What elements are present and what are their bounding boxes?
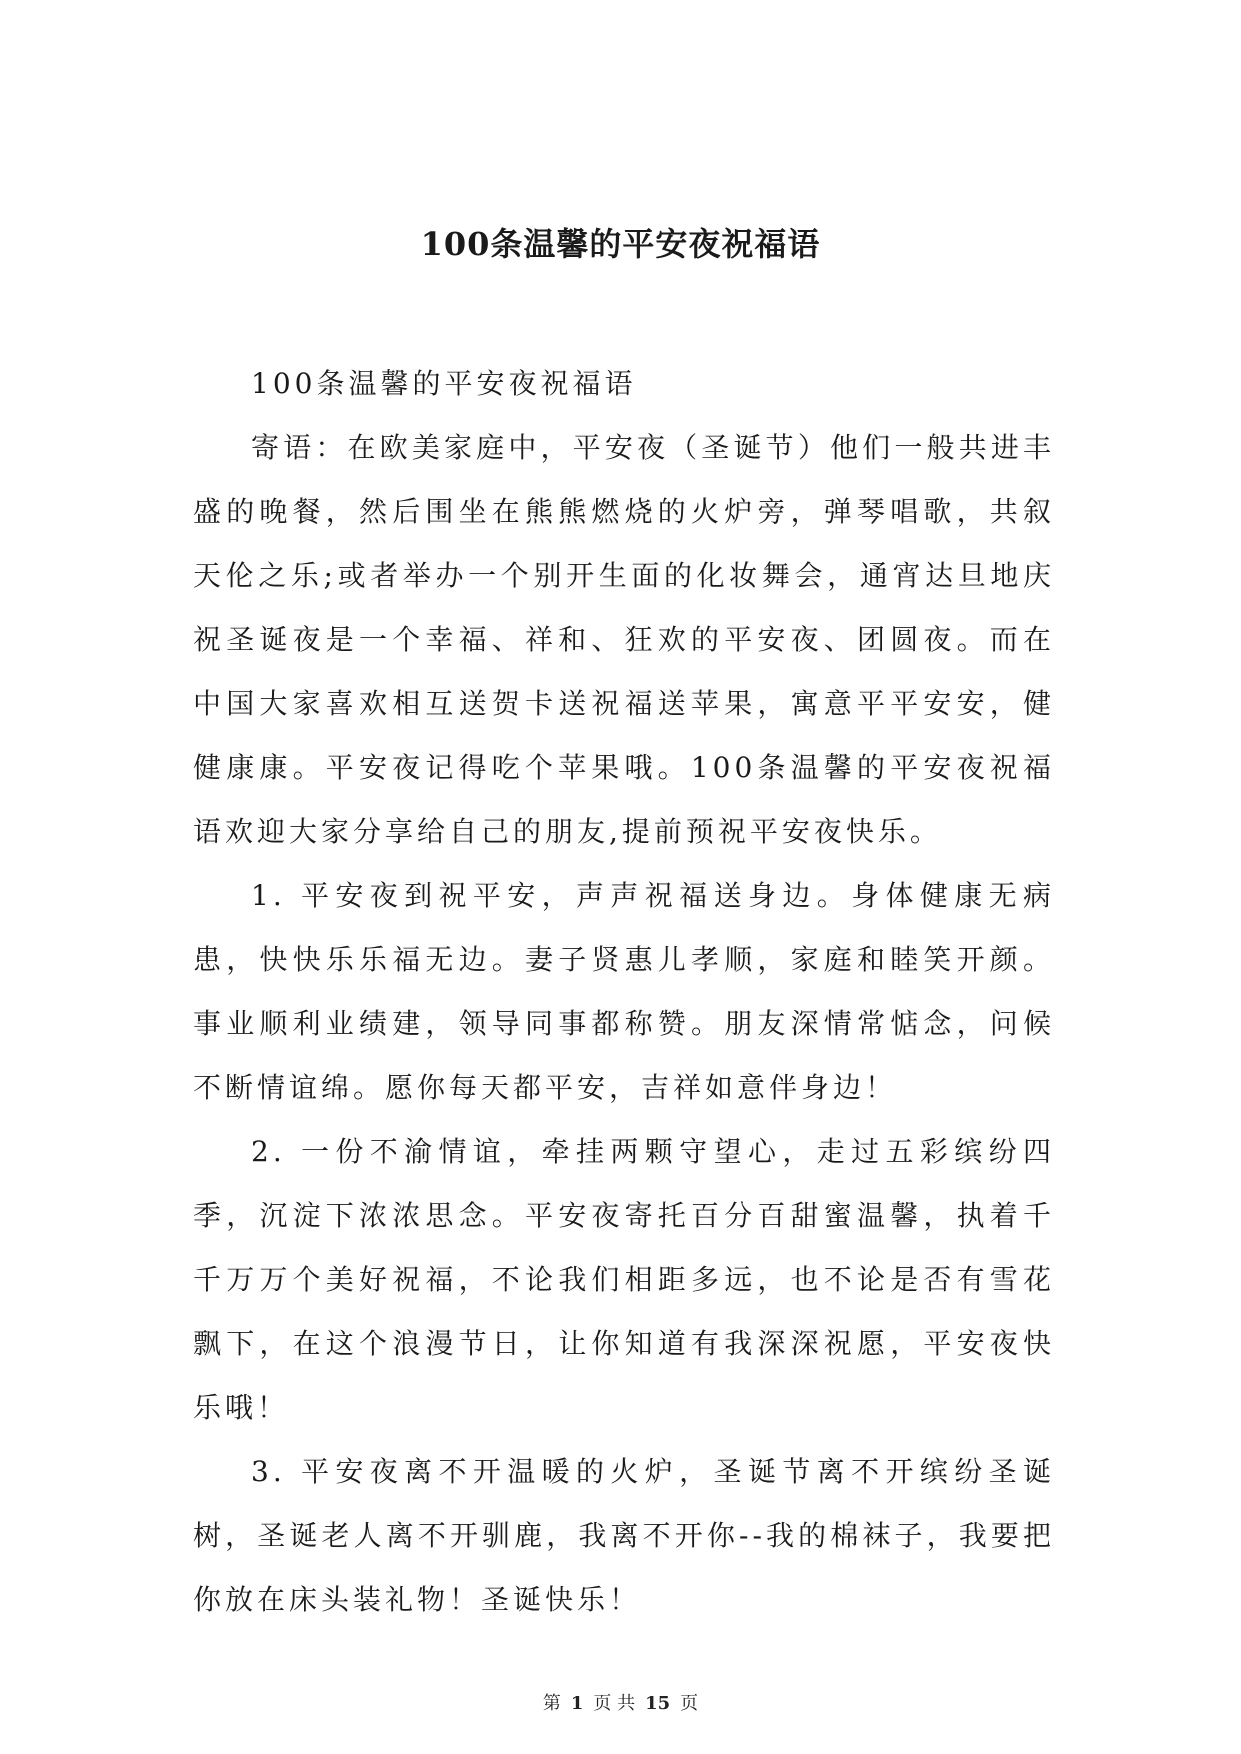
- wish-item-3: 3. 平安夜离不开温暖的火炉，圣诞节离不开缤纷圣诞树，圣诞老人离不开驯鹿，我离不开你--我的棉袜子，我要把你放在床头装礼物！圣诞快乐！: [193, 1455, 1055, 1616]
- document-title: 100条温馨的平安夜祝福语: [420, 225, 821, 263]
- footer-total-pages: 15: [645, 1693, 671, 1714]
- intro-heading: 100条温馨的平安夜祝福语: [251, 367, 637, 400]
- wish-item-1: 1. 平安夜到祝平安，声声祝福送身边。身体健康无病患，快快乐乐福无边。妻子贤惠儿孝顺，家庭和睦笑开颜。事业顺利业绩建，领导同事都称赞。朋友深情常惦念，问候不断情谊绵。愿你每天都平安，吉祥如意伴身边！: [193, 879, 1055, 1104]
- footer-current-page: 1: [570, 1693, 584, 1714]
- footer-prefix: 第: [542, 1693, 561, 1714]
- document-body: [193, 352, 1055, 1632]
- footer-middle: 页 共: [593, 1693, 636, 1714]
- page-footer: [0, 1692, 1241, 1716]
- intro-paragraph: 寄语：在欧美家庭中，平安夜（圣诞节）他们一般共进丰盛的晚餐，然后围坐在熊熊燃烧的火炉旁，弹琴唱歌，共叙天伦之乐;或者举办一个别开生面的化妆舞会，通宵达旦地庆祝圣诞夜是一个幸福、祥和、狂欢的平安夜、团圆夜。而在中国大家喜欢相互送贺卡送祝福送苹果，寓意平平安安，健健康康。平安夜记得吃个苹果哦。100条温馨的平安夜祝福语欢迎大家分享给自己的朋友,提前预祝平安夜快乐。: [193, 431, 1055, 848]
- wish-item-2: 2. 一份不渝情谊，牵挂两颗守望心，走过五彩缤纷四季，沉淀下浓浓思念。平安夜寄托百分百甜蜜温馨，执着千千万万个美好祝福，不论我们相距多远，也不论是否有雪花飘下，在这个浪漫节日，让你知道有我深深祝愿，平安夜快乐哦！: [193, 1135, 1055, 1424]
- footer-suffix: 页: [680, 1693, 699, 1714]
